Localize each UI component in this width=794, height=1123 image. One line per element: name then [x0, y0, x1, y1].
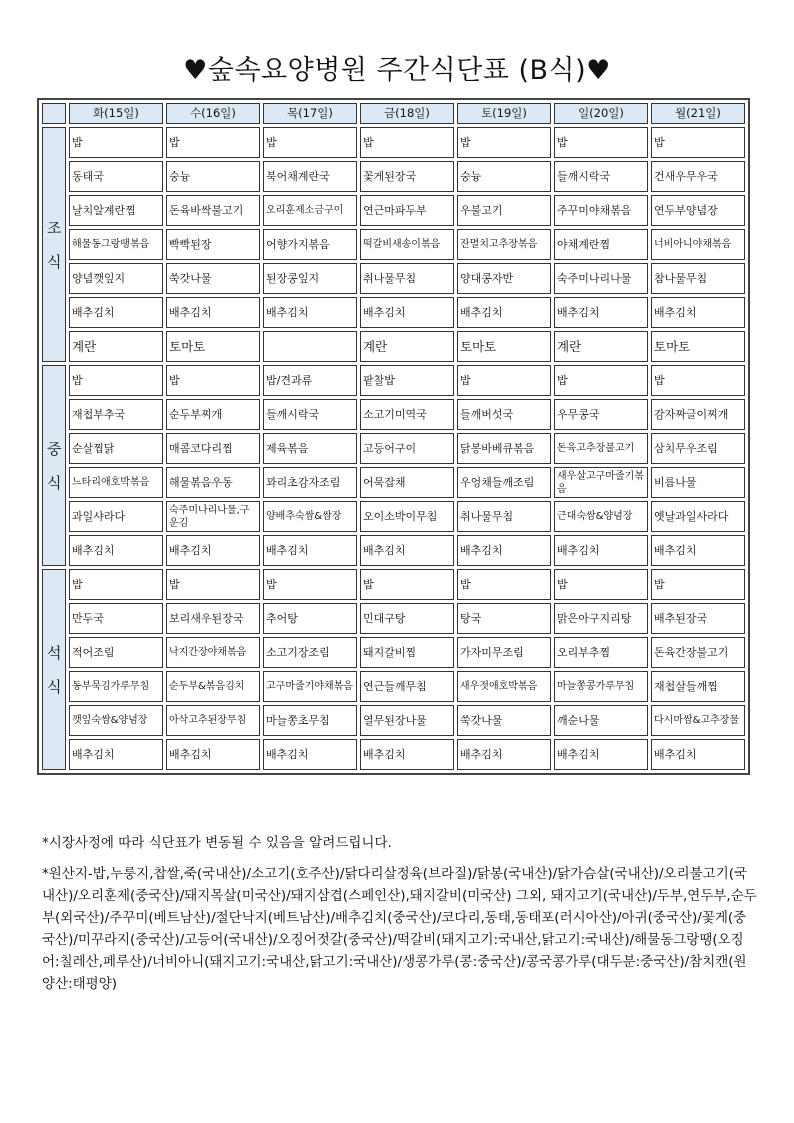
menu-cell: 배추김치	[69, 297, 163, 328]
menu-row	[42, 535, 745, 566]
menu-cell: 야채계란찜	[554, 229, 648, 260]
meal-label-text: 조 식	[47, 218, 62, 271]
menu-cell: 오리훈제소금구이	[263, 195, 357, 226]
menu-cell: 배추김치	[263, 739, 357, 770]
menu-cell: 배추김치	[651, 739, 745, 770]
menu-row	[42, 467, 745, 498]
menu-cell: 배추김치	[166, 739, 260, 770]
menu-cell: 밥	[554, 127, 648, 158]
menu-cell: 동태국	[69, 161, 163, 192]
menu-cell: 배추김치	[166, 535, 260, 566]
menu-cell: 다시마쌈&고추장물	[651, 705, 745, 736]
menu-cell: 배추김치	[360, 535, 454, 566]
menu-cell: 배추김치	[69, 739, 163, 770]
menu-cell: 돈육간장불고기	[651, 637, 745, 668]
menu-cell: 닭봉바베큐볶음	[457, 433, 551, 464]
menu-row	[42, 263, 745, 294]
menu-cell: 추어탕	[263, 603, 357, 634]
menu-cell: 취나물무침	[457, 501, 551, 532]
menu-cell: 밥	[651, 569, 745, 600]
menu-cell: 비름나물	[651, 467, 745, 498]
menu-cell: 토마토	[166, 331, 260, 362]
menu-cell: 우무콩국	[554, 399, 648, 430]
menu-cell: 소고기장조림	[263, 637, 357, 668]
menu-cell: 열무된장나물	[360, 705, 454, 736]
origin-text: *원산지-밥,누룽지,찹쌀,죽(국내산)/소고기(호주산)/닭다리살정육(브라질)/닭봉(국내산)/닭가슴살(국내산)/오리불고기(국내산)/오리훈제(중국산)/돼지목살(미국산)/돼지삼겹(스페인산),돼지갈비(미국산) 그외, 돼지고기(국내산)/두부,연두부,순두부(외국산)/주꾸미(베트남산)/절단낙지(베트남산)/배추김치(중국산)/코다리,동태,동태포(러시아산)/아귀(중국산)/꽃게(중국산)/미꾸라지(중국산)/고등어(국내산)/오징어젓갈(중국산)/떡갈비(돼지고기:국내산,닭고기:국내산)/해물동그랑땡(오징어:칠레산,페루산)/너비아니(돼지고기:국내산,닭고기:국내산)/생콩가루(콩:중국산)/콩국콩가루(대두분:중국산)/참치캔(원양산:태평양)	[42, 866, 757, 992]
menu-row	[42, 603, 745, 634]
menu-cell: 근대숙쌈&양념장	[554, 501, 648, 532]
menu-cell: 꽃게된장국	[360, 161, 454, 192]
menu-cell: 날치알계란찜	[69, 195, 163, 226]
menu-cell: 배추김치	[263, 535, 357, 566]
menu-cell: 재첩살들깨찜	[651, 671, 745, 702]
menu-cell: 탕국	[457, 603, 551, 634]
menu-cell: 배추김치	[651, 297, 745, 328]
menu-cell: 들깨시락국	[263, 399, 357, 430]
meal-label-text: 중 식	[47, 439, 62, 492]
menu-cell: 배추김치	[554, 739, 648, 770]
menu-cell: 계란	[554, 331, 648, 362]
menu-cell: 밥	[69, 569, 163, 600]
menu-cell: 배추김치	[166, 297, 260, 328]
menu-cell: 맑은아구지리탕	[554, 603, 648, 634]
menu-cell: 마늘쫑콩가루무침	[554, 671, 648, 702]
menu-cell: 밥	[457, 127, 551, 158]
menu-cell: 너비아니야채볶음	[651, 229, 745, 260]
menu-row	[42, 331, 745, 362]
menu-row	[42, 399, 745, 430]
menu-row	[42, 195, 745, 226]
weekly-menu-table	[37, 98, 750, 775]
menu-cell: 밥	[651, 365, 745, 396]
menu-cell: 연두부양념장	[651, 195, 745, 226]
menu-cell: 소고기미역국	[360, 399, 454, 430]
menu-cell: 꽈리초감자조림	[263, 467, 357, 498]
menu-cell: 양대콩자반	[457, 263, 551, 294]
menu-cell: 토마토	[651, 331, 745, 362]
menu-cell: 밥	[457, 365, 551, 396]
menu-cell: 돼지갈비찜	[360, 637, 454, 668]
menu-cell: 팥찰밥	[360, 365, 454, 396]
menu-cell: 북어채계란국	[263, 161, 357, 192]
menu-cell: 배추김치	[360, 297, 454, 328]
menu-cell: 배추김치	[360, 739, 454, 770]
menu-cell: 낙지간장야채볶음	[166, 637, 260, 668]
menu-cell: 밥	[166, 365, 260, 396]
menu-row	[42, 433, 745, 464]
menu-cell: 숭늉	[166, 161, 260, 192]
menu-row	[42, 569, 745, 600]
menu-cell: 과일샤라다	[69, 501, 163, 532]
menu-cell: 밥	[554, 365, 648, 396]
menu-row	[42, 297, 745, 328]
menu-cell: 배추김치	[457, 297, 551, 328]
menu-row	[42, 501, 745, 532]
menu-row	[42, 229, 745, 260]
menu-cell: 배추김치	[554, 535, 648, 566]
menu-cell: 주꾸미야채볶음	[554, 195, 648, 226]
day-header: 수(16일)	[166, 103, 260, 124]
corner-cell	[42, 103, 66, 124]
day-header: 목(17일)	[263, 103, 357, 124]
menu-cell: 밥	[263, 127, 357, 158]
menu-cell: 만두국	[69, 603, 163, 634]
menu-cell: 잔멸치고추장볶음	[457, 229, 551, 260]
menu-cell: 민대구탕	[360, 603, 454, 634]
menu-cell: 밥	[166, 127, 260, 158]
menu-cell: 밥	[166, 569, 260, 600]
menu-cell: 순살찜닭	[69, 433, 163, 464]
menu-cell: 밥	[69, 365, 163, 396]
menu-cell: 참나물무침	[651, 263, 745, 294]
menu-cell: 새우젓애호박볶음	[457, 671, 551, 702]
menu-cell: 적어조림	[69, 637, 163, 668]
menu-cell: 고구마줄기야채볶음	[263, 671, 357, 702]
menu-cell: 배추된장국	[651, 603, 745, 634]
menu-cell: 새우살고구마줄기볶음	[554, 467, 648, 498]
menu-cell: 마늘쫑초무침	[263, 705, 357, 736]
menu-cell: 해물동그랑땡볶음	[69, 229, 163, 260]
menu-cell: 숙주미나리나물,구운김	[166, 501, 260, 532]
meal-label	[42, 127, 66, 362]
menu-cell: 건새우무우국	[651, 161, 745, 192]
menu-cell: 밥	[69, 127, 163, 158]
menu-cell: 쑥갓나물	[457, 705, 551, 736]
menu-row	[42, 161, 745, 192]
menu-cell: 돈육바싹불고기	[166, 195, 260, 226]
menu-cell: 재첩부추국	[69, 399, 163, 430]
menu-cell: 배추김치	[457, 535, 551, 566]
menu-cell: 밥	[360, 127, 454, 158]
menu-cell: 숙주미나리나물	[554, 263, 648, 294]
menu-cell: 깨순나물	[554, 705, 648, 736]
menu-cell: 해물볶음우동	[166, 467, 260, 498]
menu-cell: 순두부찌개	[166, 399, 260, 430]
menu-cell: 된장콩잎지	[263, 263, 357, 294]
menu-cell: 돈육고추장불고기	[554, 433, 648, 464]
menu-cell: 순두부&볶음김치	[166, 671, 260, 702]
day-header: 화(15일)	[69, 103, 163, 124]
notice-text: *시장사정에 따라 식단표가 변동될 수 있음을 알려드립니다.	[42, 835, 392, 851]
menu-cell: 양념깻잎지	[69, 263, 163, 294]
notes-section	[42, 832, 758, 1004]
menu-cell: 우불고기	[457, 195, 551, 226]
meal-label	[42, 365, 66, 566]
menu-cell: 느타리애호박볶음	[69, 467, 163, 498]
menu-cell: 아삭고추된장무침	[166, 705, 260, 736]
menu-cell: 토마토	[457, 331, 551, 362]
menu-row	[42, 365, 745, 396]
day-header: 금(18일)	[360, 103, 454, 124]
meal-label	[42, 569, 66, 770]
page-title: ♥숲속요양병원 주간식단표 (B식)♥	[183, 55, 611, 86]
day-header: 일(20일)	[554, 103, 648, 124]
menu-cell: 들깨버섯국	[457, 399, 551, 430]
menu-cell: 밥/견과류	[263, 365, 357, 396]
menu-cell: 어향가지볶음	[263, 229, 357, 260]
menu-row	[42, 637, 745, 668]
menu-cell	[263, 331, 357, 362]
menu-cell: 양배추숙쌈&쌈장	[263, 501, 357, 532]
menu-cell: 밥	[360, 569, 454, 600]
menu-cell: 들깨시락국	[554, 161, 648, 192]
menu-cell: 동부묵김가루무침	[69, 671, 163, 702]
menu-cell: 오리부추찜	[554, 637, 648, 668]
menu-cell: 계란	[360, 331, 454, 362]
menu-cell: 숭늉	[457, 161, 551, 192]
menu-cell: 우엉채들깨조림	[457, 467, 551, 498]
menu-cell: 감자짜글이찌개	[651, 399, 745, 430]
menu-cell: 깻잎숙쌈&양념장	[69, 705, 163, 736]
menu-cell: 어묵잡채	[360, 467, 454, 498]
menu-cell: 밥	[651, 127, 745, 158]
menu-cell: 매콤코다리찜	[166, 433, 260, 464]
meal-label-text: 석 식	[47, 643, 62, 696]
menu-cell: 밥	[457, 569, 551, 600]
day-header: 월(21일)	[651, 103, 745, 124]
menu-cell: 제육볶음	[263, 433, 357, 464]
menu-cell: 밥	[263, 569, 357, 600]
menu-cell: 밥	[554, 569, 648, 600]
menu-row	[42, 127, 745, 158]
menu-cell: 배추김치	[263, 297, 357, 328]
menu-cell: 떡갈비새송이볶음	[360, 229, 454, 260]
menu-cell: 쑥갓나물	[166, 263, 260, 294]
menu-cell: 배추김치	[69, 535, 163, 566]
menu-cell: 배추김치	[554, 297, 648, 328]
menu-cell: 연근들깨무침	[360, 671, 454, 702]
menu-cell: 계란	[69, 331, 163, 362]
menu-cell: 빡빡된장	[166, 229, 260, 260]
menu-row	[42, 705, 745, 736]
menu-cell: 옛날과일사라다	[651, 501, 745, 532]
menu-cell: 가자미무조림	[457, 637, 551, 668]
menu-body	[42, 127, 745, 770]
menu-row	[42, 739, 745, 770]
menu-cell: 삼치무우조림	[651, 433, 745, 464]
menu-cell: 오이소박이무침	[360, 501, 454, 532]
menu-cell: 고등어구이	[360, 433, 454, 464]
menu-cell: 보리새우된장국	[166, 603, 260, 634]
menu-cell: 배추김치	[651, 535, 745, 566]
header-row	[42, 103, 745, 124]
menu-cell: 배추김치	[457, 739, 551, 770]
menu-cell: 연근마파두부	[360, 195, 454, 226]
menu-row	[42, 671, 745, 702]
day-header: 토(19일)	[457, 103, 551, 124]
menu-cell: 취나물무침	[360, 263, 454, 294]
